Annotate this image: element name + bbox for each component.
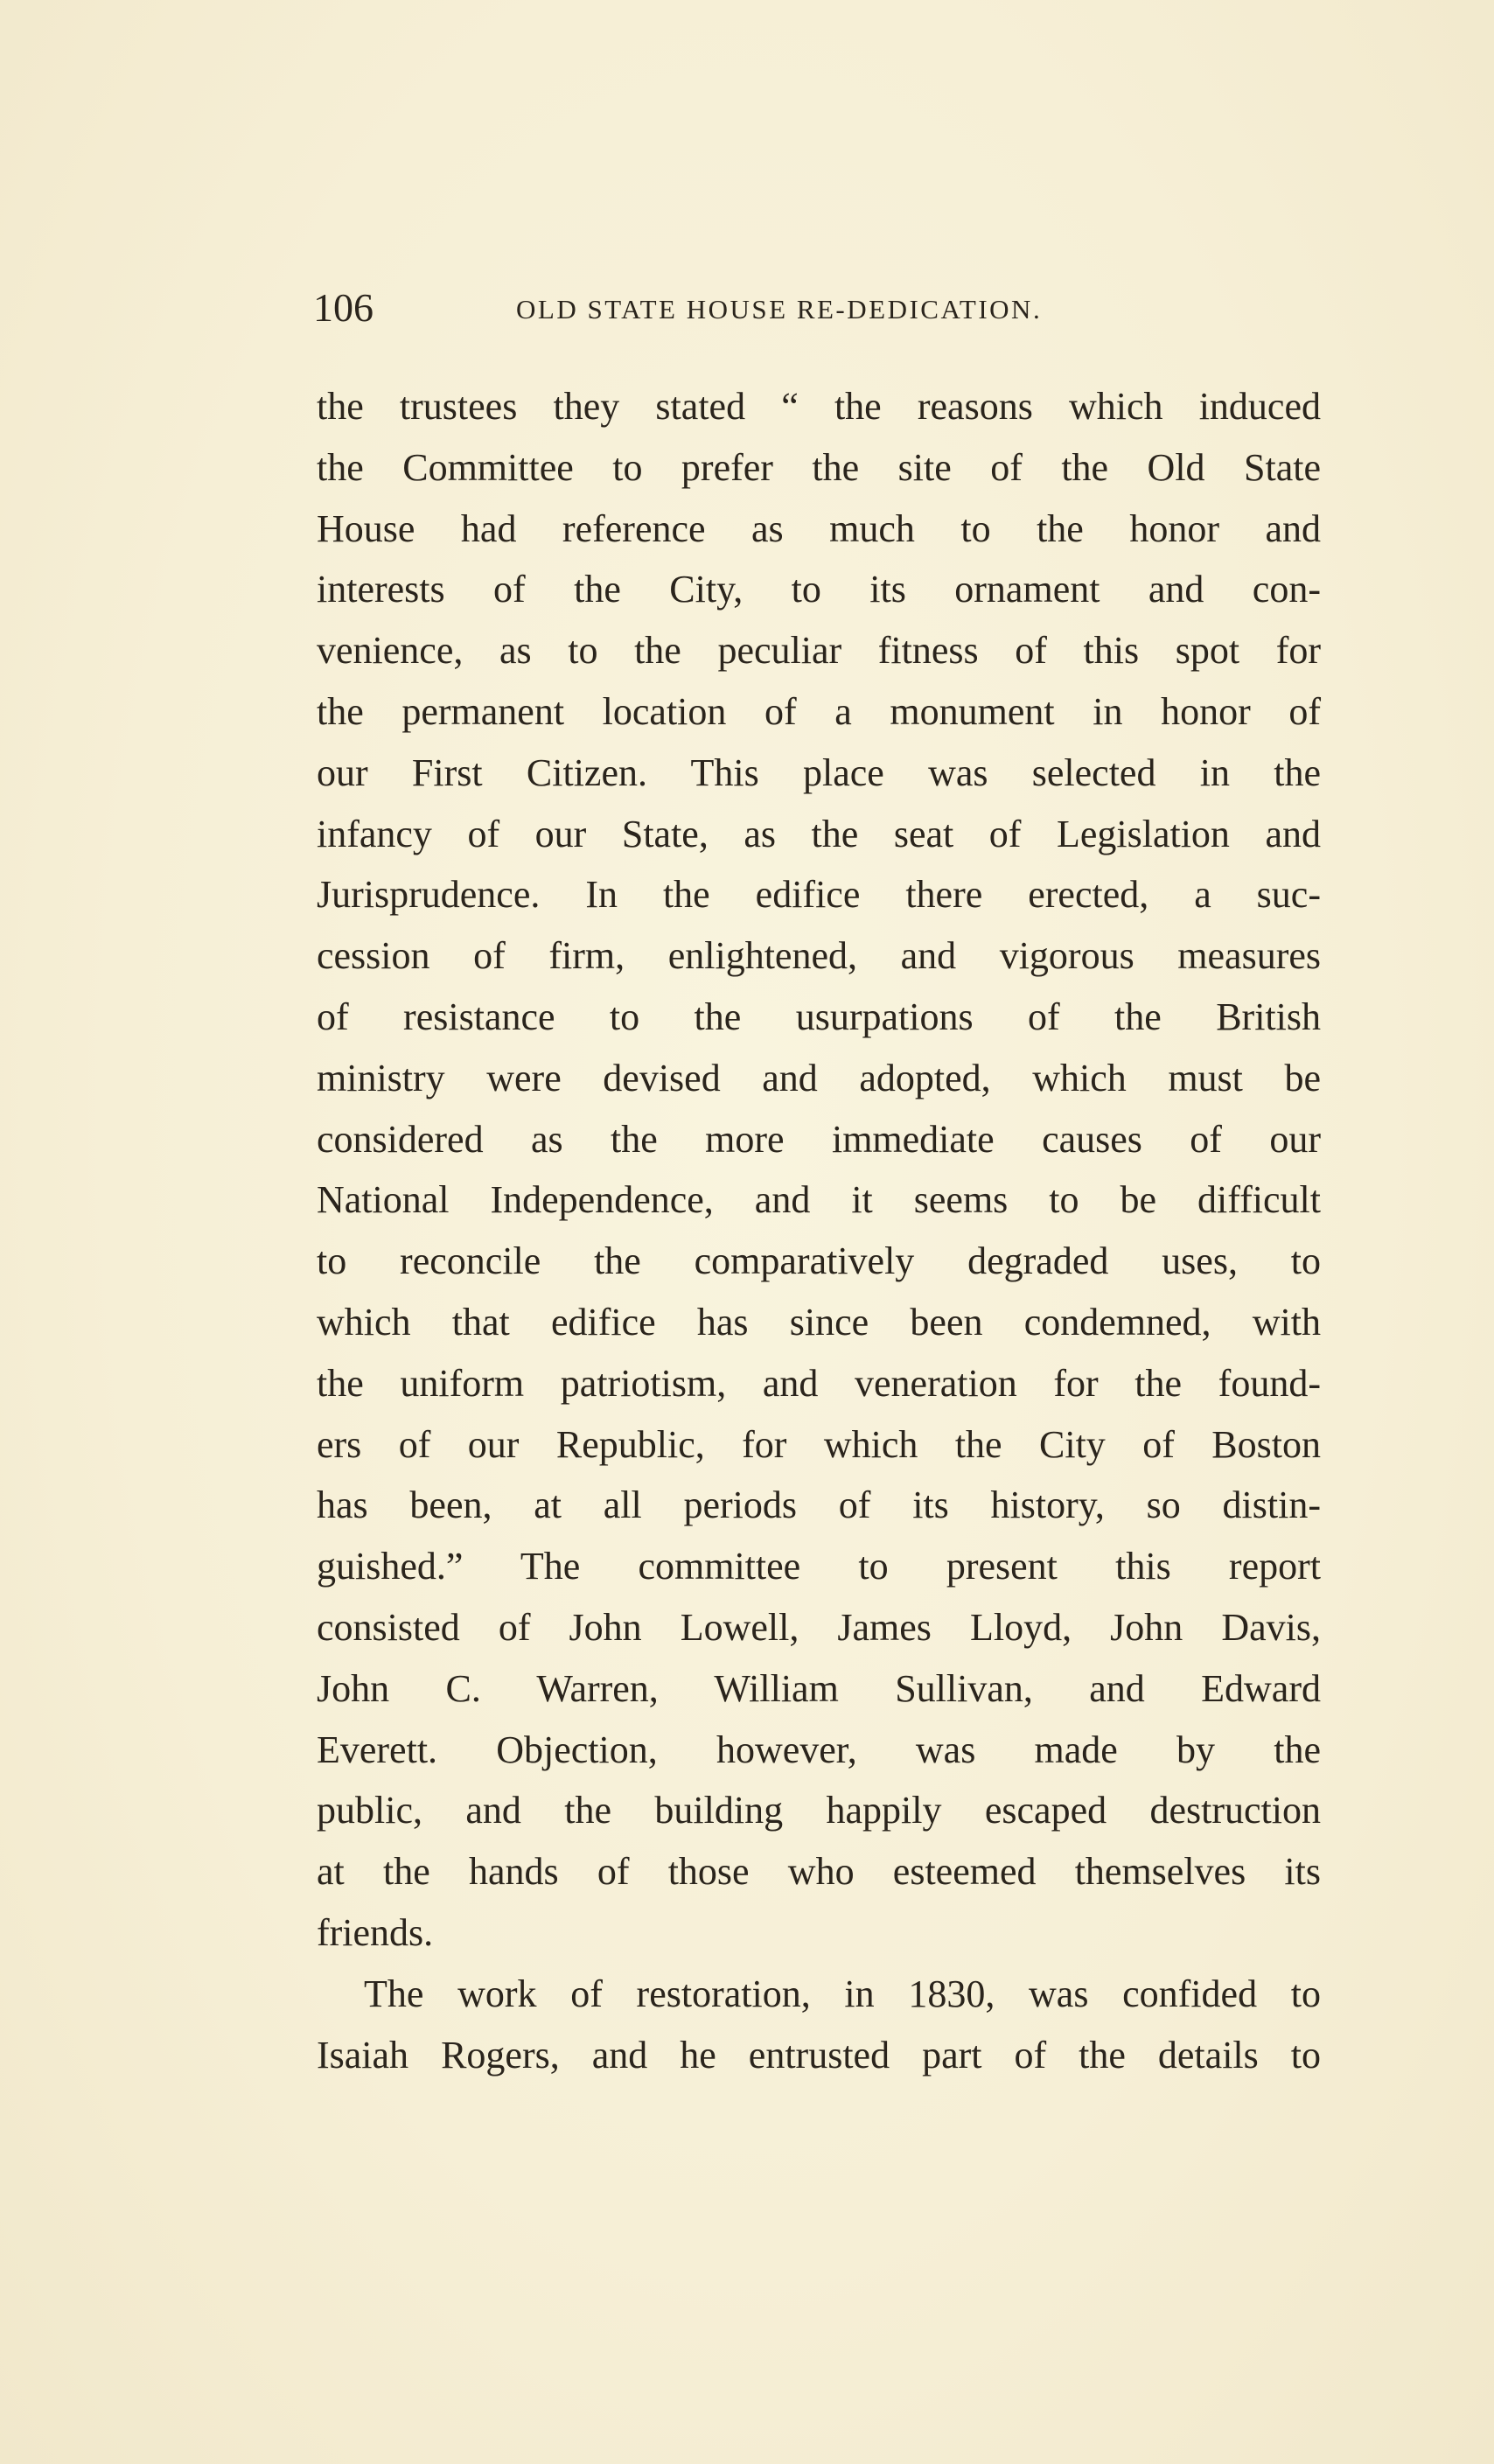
text-line: venience, as to the peculiar fitness of this spot for xyxy=(317,629,1321,673)
running-title: OLD STATE HOUSE RE-DEDICATION. xyxy=(516,294,1043,325)
text-line: at the hands of those who esteemed themselves its xyxy=(317,1850,1321,1894)
paragraph xyxy=(317,1964,1321,2086)
text-line: Isaiah Rogers, and he entrusted part of the details to xyxy=(317,2033,1321,2077)
text-line: National Independence, and it seems to be difficult xyxy=(317,1178,1321,1222)
text-line: Everett. Objection, however, was made by the xyxy=(317,1728,1321,1771)
text-line: ministry were devised and adopted, which must be xyxy=(317,1056,1321,1099)
text-line: the trustees they stated “ the reasons which induced xyxy=(317,385,1321,428)
text-line: John C. Warren, William Sullivan, and Edward xyxy=(317,1666,1321,1710)
text-line: the Committee to prefer the site of the Old State xyxy=(317,445,1321,489)
running-head xyxy=(313,282,1323,334)
body-text xyxy=(317,376,1321,2085)
text-line: ers of our Republic, for which the City of Boston xyxy=(317,1422,1321,1466)
text-line: interests of the City, to its ornament and con- xyxy=(317,568,1321,611)
text-line: our First Citizen. This place was selected in the xyxy=(317,750,1321,794)
text-line: the permanent location of a monument in honor of xyxy=(317,689,1321,733)
text-line: the uniform patriotism, and veneration for the found- xyxy=(317,1361,1321,1405)
text-line: infancy of our State, as the seat of Legislation and xyxy=(317,812,1321,855)
text-line: guished.” The committee to present this report xyxy=(317,1545,1321,1588)
page-number: 106 xyxy=(313,285,374,330)
text-line: friends. xyxy=(317,1910,434,1954)
text-line: has been, at all periods of its history, so distin- xyxy=(317,1483,1321,1527)
text-line: public, and the building happily escaped destruction xyxy=(317,1789,1321,1832)
text-line: considered as the more immediate causes of our xyxy=(317,1117,1321,1161)
text-line: The work of restoration, in 1830, was confided to xyxy=(364,1972,1321,2015)
text-line: which that edifice has since been condemned, with xyxy=(317,1300,1321,1344)
paragraph xyxy=(317,376,1321,1964)
text-line: to reconcile the comparatively degraded uses, to xyxy=(317,1239,1321,1283)
text-line: House had reference as much to the honor and xyxy=(317,506,1321,550)
text-line: Jurisprudence. In the edifice there erected, a suc- xyxy=(317,873,1321,917)
text-line: consisted of John Lowell, James Lloyd, John Davis, xyxy=(317,1605,1321,1649)
text-line: cession of firm, enlightened, and vigorous measures xyxy=(317,934,1321,978)
text-line: of resistance to the usurpations of the British xyxy=(317,995,1321,1038)
